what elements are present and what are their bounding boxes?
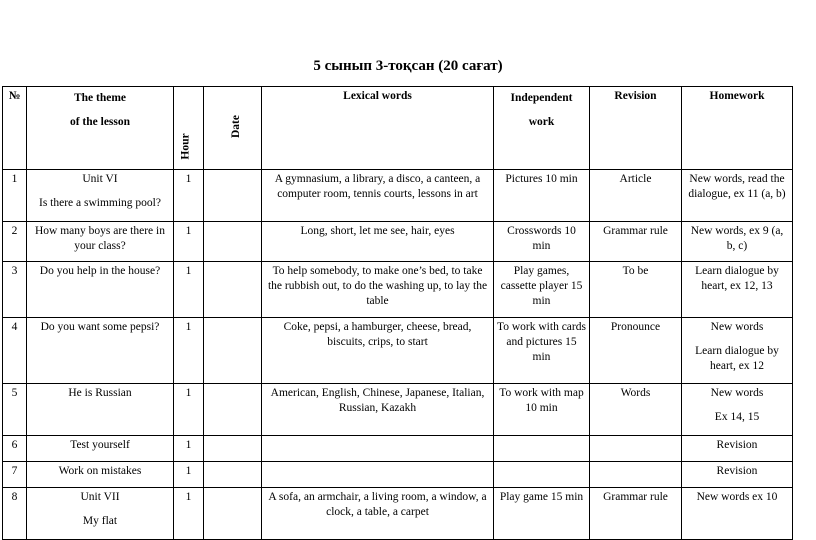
row-date (204, 170, 262, 222)
row-lexical (262, 436, 494, 462)
row-homework: New words, ex 9 (a, b, c) (682, 222, 793, 262)
row-hour: 1 (174, 318, 204, 384)
header-date-label: Date (230, 115, 242, 138)
row-lexical: Coke, pepsi, a hamburger, cheese, bread, biscuits, crips, to start (262, 318, 494, 384)
header-independent-work (494, 87, 590, 170)
header-independent-line1: Independent (510, 92, 573, 104)
row-theme: Work on mistakes (27, 462, 174, 488)
table-row (3, 262, 793, 318)
row-independent (494, 436, 590, 462)
header-theme (27, 87, 174, 170)
row-date (204, 436, 262, 462)
row-number: 4 (3, 318, 27, 384)
row-homework: New words, read the dialogue, ex 11 (a, b) (682, 170, 793, 222)
header-theme-line1: The theme (73, 92, 127, 104)
row-homework-line2: Learn dialogue by heart, ex 12 (695, 345, 779, 372)
lesson-plan-table (2, 86, 793, 540)
row-theme-line1: Unit VII (80, 491, 120, 503)
row-theme (27, 170, 174, 222)
row-lexical: A sofa, an armchair, a living room, a window, a clock, a table, a carpet (262, 488, 494, 540)
row-date (204, 384, 262, 436)
row-homework: Revision (682, 436, 793, 462)
row-theme-line2: Is there a swimming pool? (38, 197, 161, 209)
row-independent: Crosswords 10 min (494, 222, 590, 262)
row-homework-line1: New words (710, 387, 764, 399)
row-theme (27, 488, 174, 540)
page-title: 5 сынып 3-тоқсан (20 сағат) (313, 58, 503, 74)
row-hour: 1 (174, 488, 204, 540)
table-row (3, 318, 793, 384)
row-homework (682, 318, 793, 384)
row-hour: 1 (174, 384, 204, 436)
table-row (3, 222, 793, 262)
table-row (3, 170, 793, 222)
row-revision: Grammar rule (590, 222, 682, 262)
row-independent (494, 462, 590, 488)
row-homework-line2: Ex 14, 15 (714, 411, 760, 423)
row-independent: To work with map 10 min (494, 384, 590, 436)
row-number: 2 (3, 222, 27, 262)
header-number (3, 87, 27, 170)
header-date (204, 87, 262, 170)
row-theme: How many boys are there in your class? (27, 222, 174, 262)
row-hour: 1 (174, 170, 204, 222)
row-date (204, 318, 262, 384)
row-number: 7 (3, 462, 27, 488)
row-date (204, 262, 262, 318)
row-theme-line2: My flat (82, 515, 118, 527)
header-independent-line2: work (528, 116, 555, 128)
row-lexical: Long, short, let me see, hair, eyes (262, 222, 494, 262)
row-hour: 1 (174, 462, 204, 488)
row-independent: Pictures 10 min (494, 170, 590, 222)
row-date (204, 222, 262, 262)
row-homework-line1: New words (710, 321, 764, 333)
row-lexical (262, 462, 494, 488)
header-lexical-label: Lexical words (343, 90, 412, 102)
row-number: 1 (3, 170, 27, 222)
table-header-row (3, 87, 793, 170)
row-lexical: To help somebody, to make one’s bed, to take the rubbish out, to do the washing up, to lay the table (262, 262, 494, 318)
row-revision (590, 462, 682, 488)
row-homework: New words ex 10 (682, 488, 793, 540)
row-homework (682, 384, 793, 436)
row-theme-line1: Unit VI (82, 173, 118, 185)
row-lexical: American, English, Chinese, Japanese, Italian, Russian, Kazakh (262, 384, 494, 436)
row-revision (590, 436, 682, 462)
header-homework (682, 87, 793, 170)
row-hour: 1 (174, 436, 204, 462)
row-homework: Learn dialogue by heart, ex 12, 13 (682, 262, 793, 318)
row-number: 5 (3, 384, 27, 436)
row-independent: Play games, cassette player 15 min (494, 262, 590, 318)
row-lexical: A gymnasium, a library, a disco, a canteen, a computer room, tennis courts, lessons in art (262, 170, 494, 222)
row-number: 3 (3, 262, 27, 318)
row-theme: Do you help in the house? (27, 262, 174, 318)
row-revision: Article (590, 170, 682, 222)
row-date (204, 488, 262, 540)
row-revision: Grammar rule (590, 488, 682, 540)
row-theme: Test yourself (27, 436, 174, 462)
table-row (3, 436, 793, 462)
row-number: 6 (3, 436, 27, 462)
header-hour-label: Hour (179, 133, 192, 160)
table-row (3, 488, 793, 540)
row-revision: Pronounce (590, 318, 682, 384)
header-number-label: № (8, 90, 21, 102)
row-independent: To work with cards and pictures 15 min (494, 318, 590, 384)
table-row (3, 384, 793, 436)
header-theme-line2: of the lesson (69, 116, 131, 128)
row-date (204, 462, 262, 488)
header-homework-label: Homework (709, 90, 765, 102)
header-lexical-words (262, 87, 494, 170)
row-revision: Words (590, 384, 682, 436)
row-hour: 1 (174, 222, 204, 262)
header-revision-label: Revision (614, 90, 657, 102)
header-hour (174, 87, 204, 170)
row-revision: To be (590, 262, 682, 318)
row-homework: Revision (682, 462, 793, 488)
header-revision (590, 87, 682, 170)
row-number: 8 (3, 488, 27, 540)
row-hour: 1 (174, 262, 204, 318)
row-theme: He is Russian (27, 384, 174, 436)
row-independent: Play game 15 min (494, 488, 590, 540)
table-row (3, 462, 793, 488)
row-theme: Do you want some pepsi? (27, 318, 174, 384)
